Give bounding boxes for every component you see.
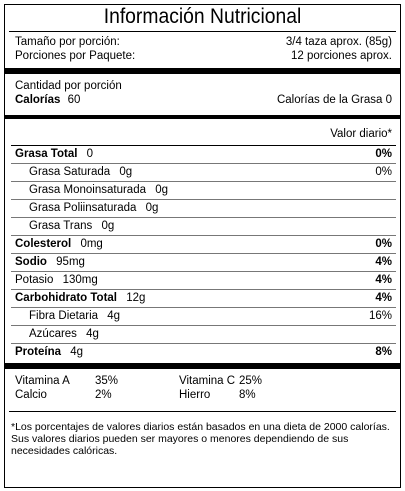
serving-size-row (5, 35, 400, 49)
nutrient-dv: 4% (375, 292, 392, 304)
nutrient-row-sugars (11, 325, 396, 343)
nutrient-row-polyunsaturated-fat (11, 199, 396, 217)
nutrient-row-sodium (11, 253, 396, 271)
nutrient-row-potassium (11, 271, 396, 289)
serving-size-value: 3/4 taza aprox. (85g) (285, 36, 392, 48)
fat-calories: Calorías de la Grasa 0 (276, 94, 392, 106)
nutrient-dv: 8% (375, 346, 392, 358)
nutrient-amount: 12g (126, 292, 146, 304)
label-title: Información Nutricional (103, 5, 302, 28)
nutrient-amount: 0g (145, 202, 159, 214)
nutrient-row-trans-fat (11, 217, 396, 235)
nutrient-name: Colesterol (15, 238, 72, 250)
daily-value-header: Valor diario* (330, 128, 392, 140)
nutrient-amount: 0mg (80, 238, 103, 250)
nutrient-row-monounsaturated-fat (11, 181, 396, 199)
nutrient-row-saturated-fat (11, 163, 396, 181)
nutrient-amount: 4g (70, 346, 84, 358)
nutrient-name: Grasa Saturada (29, 166, 111, 178)
vitamin-c-value: 25% (239, 375, 263, 387)
nutrient-name: Carbohidrato Total (15, 292, 118, 304)
nutrient-name: Grasa Trans (29, 220, 93, 232)
footnote: *Los porcentajes de valores diarios están basados en una dieta de 2000 calorías. Sus valores diarios pueden ser mayores o menores dependiendo de sus necesidades calóricas. (11, 421, 390, 457)
nutrient-row-dietary-fiber (11, 307, 396, 325)
servings-per-container-row (5, 49, 400, 63)
serving-size-label: Tamaño por porción: (15, 36, 120, 48)
nutrient-row-total-carbohydrate (11, 289, 396, 307)
nutrient-amount: 0g (119, 166, 133, 178)
nutrient-name: Grasa Total (15, 148, 78, 160)
calcium-value: 2% (95, 389, 112, 401)
nutrient-dv: 16% (368, 310, 392, 322)
nutrient-amount: 0g (155, 184, 168, 196)
nutrient-amount: 95mg (56, 256, 85, 268)
calories-row (5, 93, 400, 107)
calories-label: Calorías (15, 94, 61, 106)
vitamin-c-label: Vitamina C (179, 375, 236, 387)
nutrient-name: Potasio (15, 274, 54, 286)
daily-value-header-row (5, 127, 400, 142)
nutrient-name: Azúcares (29, 328, 77, 340)
servings-per-container-value: 12 porciones aprox. (290, 50, 392, 62)
servings-per-container-label: Porciones por Paquete: (15, 50, 136, 62)
nutrient-amount: 4g (86, 328, 99, 340)
nutrient-row-total-fat (11, 145, 396, 163)
nutrient-name: Proteína (15, 346, 62, 358)
nutrient-dv: 4% (375, 274, 392, 286)
nutrient-name: Sodio (15, 256, 47, 268)
nutrient-amount: 0 (86, 148, 94, 160)
calories-value: 60 (67, 94, 81, 106)
calcium-label: Calcio (15, 389, 47, 401)
vitamin-a-value: 35% (95, 375, 119, 387)
nutrient-amount: 4g (107, 310, 121, 322)
iron-value: 8% (239, 389, 256, 401)
nutrient-amount: 0g (101, 220, 115, 232)
nutrition-label (4, 4, 401, 488)
nutrient-row-cholesterol (11, 235, 396, 253)
nutrient-name: Grasa Poliinsaturada (29, 202, 137, 214)
nutrient-name: Fibra Dietaria (29, 310, 99, 322)
footnote-divider (9, 411, 396, 412)
nutrients-list (5, 145, 400, 361)
vitamin-row-a-c (15, 374, 394, 388)
nutrient-row-protein (11, 343, 396, 361)
nutrient-dv: 0% (375, 148, 392, 160)
nutrient-dv: 4% (375, 256, 392, 268)
nutrient-name: Grasa Monoinsaturada (29, 184, 146, 196)
amount-per-serving: Cantidad por porción (15, 80, 122, 92)
vitamin-a-label: Vitamina A (15, 375, 70, 387)
medium-divider (5, 115, 400, 119)
nutrient-amount: 130mg (62, 274, 98, 286)
iron-label: Hierro (179, 389, 211, 401)
nutrient-dv: 0% (375, 166, 392, 178)
vitamin-row-calcium-iron (15, 388, 394, 402)
nutrient-dv: 0% (375, 238, 392, 250)
